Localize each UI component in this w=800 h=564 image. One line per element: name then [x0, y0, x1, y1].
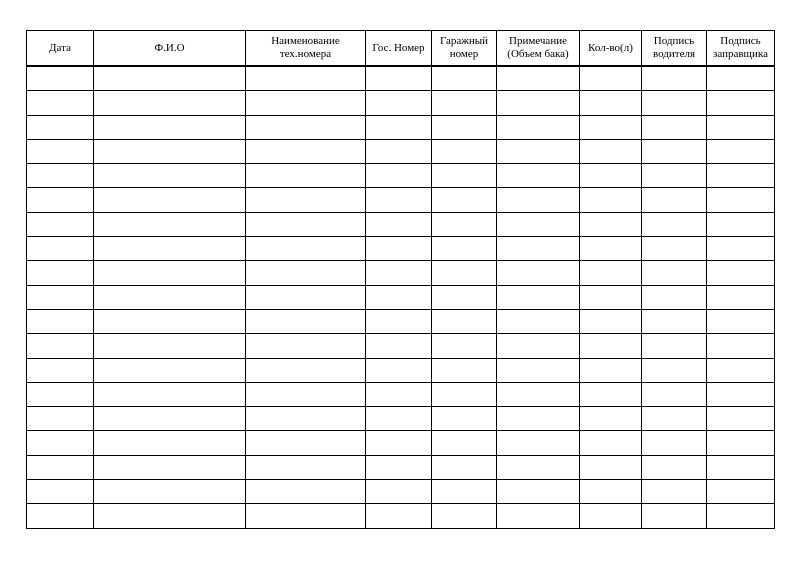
table-cell[interactable] [580, 212, 642, 236]
table-cell[interactable] [642, 504, 707, 528]
table-cell[interactable] [707, 358, 775, 382]
table-row [27, 66, 775, 91]
table-cell[interactable] [432, 212, 497, 236]
table-cell[interactable] [580, 382, 642, 406]
table-cell[interactable] [497, 261, 580, 285]
table-cell[interactable] [642, 334, 707, 358]
header-plate-number: Гос. Номер [366, 31, 432, 67]
table-cell[interactable] [27, 188, 94, 212]
table-cell[interactable] [366, 115, 432, 139]
table-row [27, 285, 775, 309]
table-cell[interactable] [580, 237, 642, 261]
table-cell[interactable] [642, 407, 707, 431]
table-cell[interactable] [27, 237, 94, 261]
table-cell[interactable] [27, 455, 94, 479]
fuel-log-table [26, 30, 775, 529]
table-cell[interactable] [707, 164, 775, 188]
table-cell[interactable] [497, 285, 580, 309]
table-cell[interactable] [580, 139, 642, 163]
table-cell[interactable] [580, 407, 642, 431]
table-row [27, 504, 775, 528]
header-vehicle-name: Наименование тех.номера [246, 31, 366, 67]
table-cell[interactable] [366, 382, 432, 406]
table-row [27, 480, 775, 504]
table-cell[interactable] [366, 237, 432, 261]
table-cell[interactable] [432, 431, 497, 455]
table-cell[interactable] [94, 309, 246, 333]
table-cell[interactable] [94, 285, 246, 309]
table-cell[interactable] [580, 358, 642, 382]
table-cell[interactable] [94, 66, 246, 91]
table-cell[interactable] [432, 164, 497, 188]
table-cell[interactable] [642, 237, 707, 261]
table-cell[interactable] [642, 309, 707, 333]
table-cell[interactable] [27, 504, 94, 528]
table-cell[interactable] [497, 66, 580, 91]
table-cell[interactable] [497, 455, 580, 479]
table-cell[interactable] [642, 115, 707, 139]
table-cell[interactable] [642, 431, 707, 455]
table-cell[interactable] [497, 382, 580, 406]
table-cell[interactable] [642, 164, 707, 188]
table-row [27, 309, 775, 333]
table-cell[interactable] [432, 407, 497, 431]
table-cell[interactable] [246, 139, 366, 163]
table-cell[interactable] [432, 139, 497, 163]
table-cell[interactable] [94, 261, 246, 285]
table-cell[interactable] [94, 382, 246, 406]
table-cell[interactable] [246, 334, 366, 358]
table-cell[interactable] [432, 261, 497, 285]
table-cell[interactable] [707, 261, 775, 285]
table-cell[interactable] [27, 91, 94, 115]
header-fueler-signature: Подпись заправщика [707, 31, 775, 67]
table-cell[interactable] [366, 407, 432, 431]
table-cell[interactable] [27, 261, 94, 285]
table-cell[interactable] [246, 480, 366, 504]
table-cell[interactable] [27, 309, 94, 333]
table-cell[interactable] [707, 407, 775, 431]
table-cell[interactable] [497, 358, 580, 382]
table-cell[interactable] [707, 91, 775, 115]
table-cell[interactable] [94, 139, 246, 163]
table-cell[interactable] [94, 91, 246, 115]
table-cell[interactable] [707, 188, 775, 212]
table-cell[interactable] [366, 164, 432, 188]
table-cell[interactable] [580, 261, 642, 285]
table-cell[interactable] [27, 66, 94, 91]
table-cell[interactable] [27, 407, 94, 431]
table-cell[interactable] [432, 285, 497, 309]
table-cell[interactable] [642, 188, 707, 212]
table-cell[interactable] [707, 480, 775, 504]
table-cell[interactable] [246, 431, 366, 455]
table-cell[interactable] [366, 261, 432, 285]
table-cell[interactable] [497, 431, 580, 455]
table-cell[interactable] [27, 358, 94, 382]
header-driver-signature: Подпись водителя [642, 31, 707, 67]
table-cell[interactable] [707, 382, 775, 406]
table-cell[interactable] [497, 309, 580, 333]
table-row [27, 212, 775, 236]
table-cell[interactable] [366, 66, 432, 91]
table-cell[interactable] [246, 91, 366, 115]
table-cell[interactable] [94, 407, 246, 431]
table-cell[interactable] [580, 115, 642, 139]
table-cell[interactable] [432, 358, 497, 382]
table-cell[interactable] [366, 139, 432, 163]
table-cell[interactable] [497, 407, 580, 431]
table-row [27, 188, 775, 212]
header-date: Дата [27, 31, 94, 67]
table-body [27, 66, 775, 528]
table-cell[interactable] [497, 164, 580, 188]
table-cell[interactable] [580, 431, 642, 455]
table-cell[interactable] [366, 309, 432, 333]
table-cell[interactable] [707, 212, 775, 236]
table-cell[interactable] [642, 66, 707, 91]
table-cell[interactable] [27, 382, 94, 406]
table-cell[interactable] [246, 382, 366, 406]
table-cell[interactable] [432, 334, 497, 358]
table-cell[interactable] [27, 480, 94, 504]
table-cell[interactable] [642, 285, 707, 309]
table-cell[interactable] [246, 455, 366, 479]
header-row [27, 31, 775, 67]
table-row [27, 455, 775, 479]
header-garage-number: Гаражный номер [432, 31, 497, 67]
table-cell[interactable] [707, 431, 775, 455]
table-cell[interactable] [707, 115, 775, 139]
table-cell[interactable] [580, 91, 642, 115]
table-row [27, 382, 775, 406]
table-cell[interactable] [580, 455, 642, 479]
table-cell[interactable] [497, 237, 580, 261]
table-cell[interactable] [432, 480, 497, 504]
table-cell[interactable] [432, 309, 497, 333]
table-cell[interactable] [366, 480, 432, 504]
header-quantity-liters: Кол-во(л) [580, 31, 642, 67]
table-cell[interactable] [707, 285, 775, 309]
table-row [27, 261, 775, 285]
table-cell[interactable] [497, 188, 580, 212]
table-cell[interactable] [642, 261, 707, 285]
table-cell[interactable] [27, 334, 94, 358]
table-cell[interactable] [642, 480, 707, 504]
table-cell[interactable] [366, 334, 432, 358]
table-cell[interactable] [707, 66, 775, 91]
table-row [27, 91, 775, 115]
table-cell[interactable] [246, 309, 366, 333]
table-row [27, 407, 775, 431]
table-cell[interactable] [642, 455, 707, 479]
table-cell[interactable] [366, 504, 432, 528]
table-cell[interactable] [94, 334, 246, 358]
table-row [27, 431, 775, 455]
table-cell[interactable] [432, 91, 497, 115]
table-cell[interactable] [246, 115, 366, 139]
table-cell[interactable] [432, 188, 497, 212]
table-cell[interactable] [580, 285, 642, 309]
table-cell[interactable] [642, 382, 707, 406]
header-full-name: Ф.И.О [94, 31, 246, 67]
table-cell[interactable] [94, 164, 246, 188]
table-cell[interactable] [246, 164, 366, 188]
table-cell[interactable] [94, 237, 246, 261]
table-cell[interactable] [642, 358, 707, 382]
table-cell[interactable] [642, 91, 707, 115]
table-cell[interactable] [94, 504, 246, 528]
table-cell[interactable] [432, 455, 497, 479]
table-cell[interactable] [497, 504, 580, 528]
table-cell[interactable] [27, 115, 94, 139]
table-cell[interactable] [27, 285, 94, 309]
table-row [27, 139, 775, 163]
table-row [27, 115, 775, 139]
table-cell[interactable] [497, 139, 580, 163]
table-cell[interactable] [707, 237, 775, 261]
table-cell[interactable] [497, 480, 580, 504]
table-cell[interactable] [432, 504, 497, 528]
table-cell[interactable] [27, 164, 94, 188]
table-cell[interactable] [366, 188, 432, 212]
table-row [27, 164, 775, 188]
table-cell[interactable] [580, 164, 642, 188]
table-cell[interactable] [580, 504, 642, 528]
table-row [27, 358, 775, 382]
table-cell[interactable] [94, 455, 246, 479]
table-cell[interactable] [246, 66, 366, 91]
table-cell[interactable] [707, 504, 775, 528]
table-cell[interactable] [707, 334, 775, 358]
table-cell[interactable] [94, 480, 246, 504]
table-cell[interactable] [366, 431, 432, 455]
table-cell[interactable] [246, 358, 366, 382]
table-cell[interactable] [246, 261, 366, 285]
table-cell[interactable] [246, 212, 366, 236]
table-cell[interactable] [432, 237, 497, 261]
table-cell[interactable] [497, 334, 580, 358]
table-cell[interactable] [246, 188, 366, 212]
table-cell[interactable] [366, 358, 432, 382]
table-cell[interactable] [642, 139, 707, 163]
table-cell[interactable] [497, 212, 580, 236]
table-cell[interactable] [94, 188, 246, 212]
table-cell[interactable] [707, 139, 775, 163]
table-header [27, 31, 775, 67]
table-cell[interactable] [580, 66, 642, 91]
table-cell[interactable] [580, 334, 642, 358]
table-cell[interactable] [366, 285, 432, 309]
table-row [27, 334, 775, 358]
table-cell[interactable] [642, 212, 707, 236]
table-cell[interactable] [366, 455, 432, 479]
table-cell[interactable] [27, 212, 94, 236]
table-cell[interactable] [94, 358, 246, 382]
table-cell[interactable] [432, 115, 497, 139]
table-cell[interactable] [707, 309, 775, 333]
table-cell[interactable] [94, 431, 246, 455]
table-cell[interactable] [580, 480, 642, 504]
table-cell[interactable] [366, 212, 432, 236]
table-cell[interactable] [580, 309, 642, 333]
table-cell[interactable] [246, 407, 366, 431]
table-cell[interactable] [580, 188, 642, 212]
table-cell[interactable] [432, 382, 497, 406]
table-cell[interactable] [366, 91, 432, 115]
table-cell[interactable] [94, 212, 246, 236]
table-cell[interactable] [27, 431, 94, 455]
table-cell[interactable] [246, 285, 366, 309]
table-cell[interactable] [707, 455, 775, 479]
table-cell[interactable] [497, 115, 580, 139]
table-cell[interactable] [27, 139, 94, 163]
table-cell[interactable] [94, 115, 246, 139]
table-row [27, 237, 775, 261]
table-cell[interactable] [497, 91, 580, 115]
table-cell[interactable] [432, 66, 497, 91]
header-note-tank-volume: Примечание (Объем бака) [497, 31, 580, 67]
table-cell[interactable] [246, 237, 366, 261]
table-cell[interactable] [246, 504, 366, 528]
